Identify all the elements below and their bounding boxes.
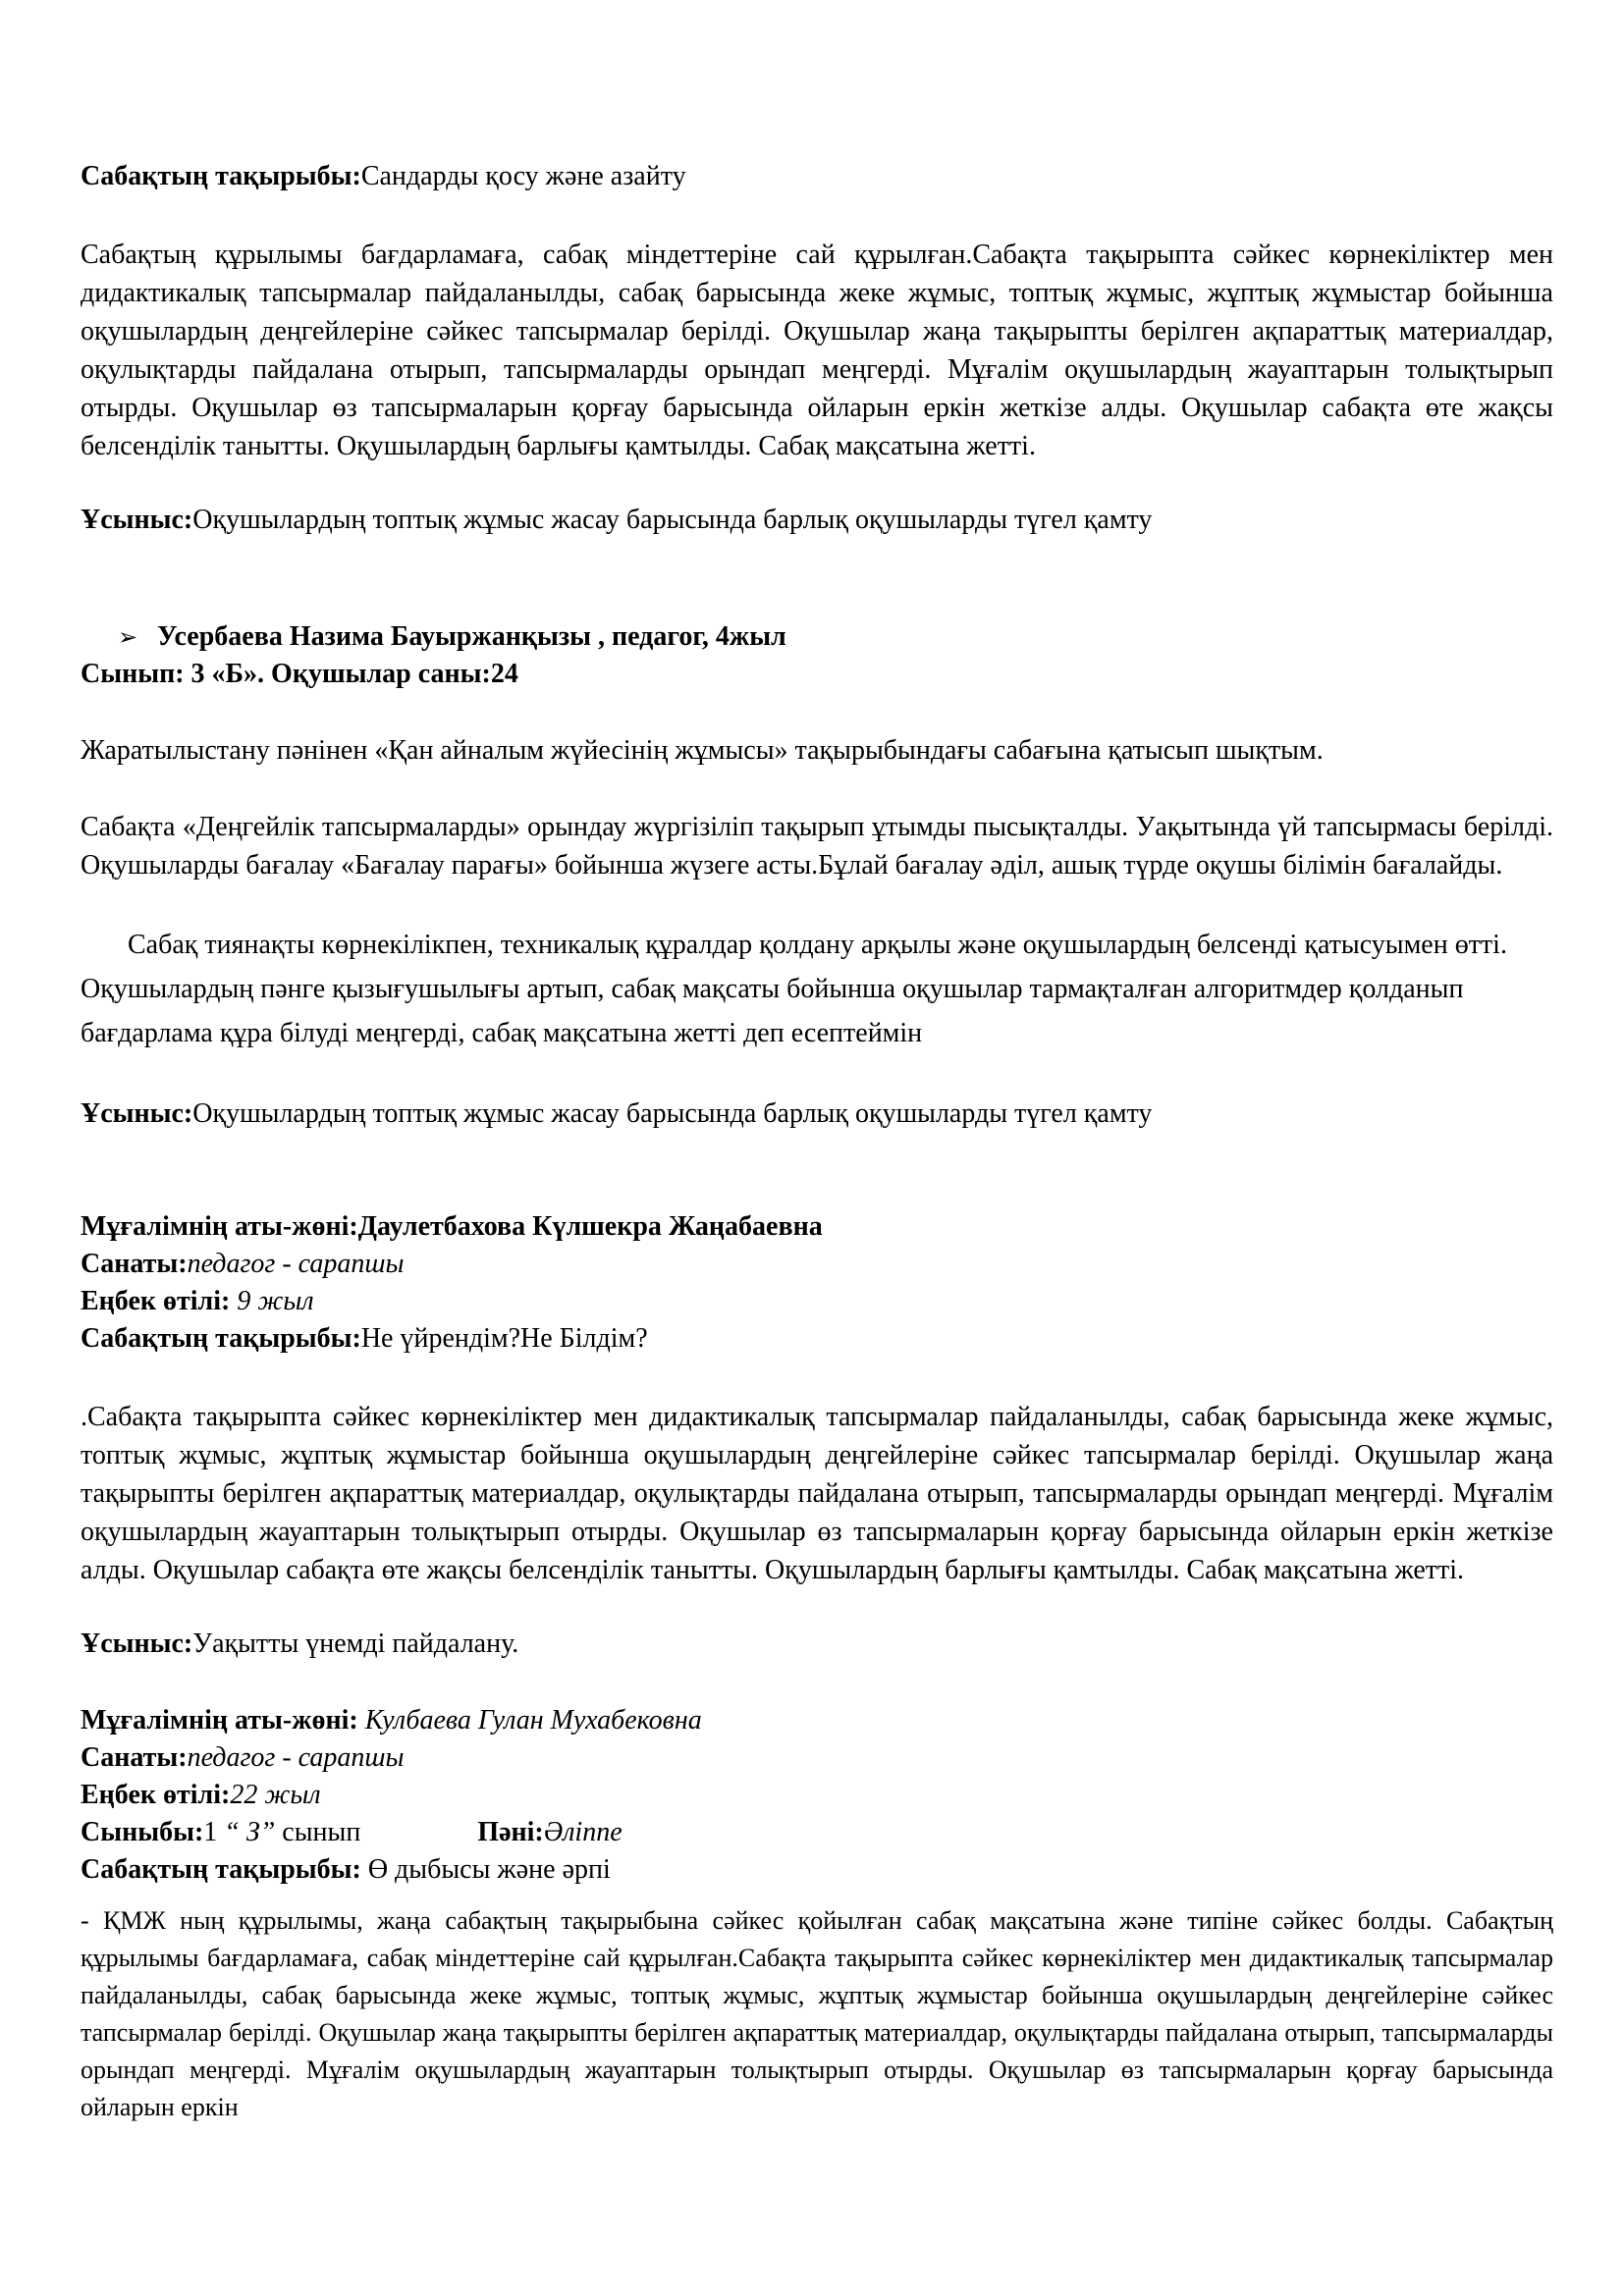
experience-label: Еңбек өтілі: <box>81 1780 231 1810</box>
teacher-heading-2 <box>81 620 786 655</box>
name-label: Мұғалімнің аты-жөні: <box>81 1705 365 1735</box>
section4-paragraph: - ҚМЖ ның құрылымы, жаңа сабақтың тақырыбына сәйкес қойылған сабақ мақсатына және типіне сәйкес болды. Сабақтың құрылымы бағдарламаға, сабақ міндеттеріне сай құрылған.Сабақта тақырыпта сәйкес көрнекіліктер мен дидактикалық тапсырмалар пайдаланылды, сабақ барысында жеке жұмыс, топтық жұмыс, жұптық жұмыстар бойынша оқушылардың деңгейлеріне сәйкес тапсырмалар берілді. Оқушылар жаңа тақырыпты берілген ақпараттық материалдар, оқулықтарды пайдалана отырып, тапсырмаларды орындап меңгерді. Мұғалім оқушылардың жауаптарын толықтырып отырды. Оқушылар өз тапсырмаларын қорғау барысында ойларын еркін <box>81 1906 1553 2121</box>
lesson-topic-3 <box>81 1322 648 1356</box>
teacher-name-3 <box>81 1210 823 1244</box>
experience-value: 22 жыл <box>230 1780 321 1810</box>
class-value: 1 <box>203 1817 225 1847</box>
class-line-2 <box>81 658 518 691</box>
recommendation-value: Уақытты үнемді пайдалану. <box>192 1629 519 1659</box>
teacher-line: Усербаева Назима Бауыржанқызы , педагог, 4жыл <box>157 621 786 652</box>
name-value: Кулбаева Гулан Мухабековна <box>364 1705 702 1735</box>
category-label: Санаты: <box>81 1249 188 1279</box>
section2-paragraph-1: Жаратылыстану пәнінен «Қан айналым жүйесінің жұмысы» тақырыбындағы сабағына қатысып шықтым. <box>81 735 1324 766</box>
name-label: Мұғалімнің аты-жөні: <box>81 1211 358 1242</box>
class-info: Сынып: 3 «Б». Оқушылар саны:24 <box>81 659 518 689</box>
class-letter: “ З” <box>224 1817 276 1847</box>
class-label: Сыныбы: <box>81 1817 204 1847</box>
topic-label: Сабақтың тақырыбы: <box>81 1323 361 1354</box>
category-4 <box>81 1741 404 1775</box>
topic-label: Сабақтың тақырыбы: <box>81 161 361 191</box>
topic-value: Сандарды қосу және азайту <box>360 161 686 191</box>
topic-value: Ө дыбысы және әрпі <box>367 1854 611 1885</box>
subject-value: Әліппе <box>543 1817 623 1847</box>
recommendation-label: Ұсыныс: <box>81 1629 193 1659</box>
recommendation-label: Ұсыныс: <box>81 505 193 535</box>
lesson-topic-4 <box>81 1853 611 1887</box>
recommendation-value: Оқушылардың топтық жұмыс жасау барысында барлық оқушыларды түгел қамту <box>192 505 1153 535</box>
experience-4 <box>81 1779 321 1812</box>
lesson-topic-1 <box>81 160 686 193</box>
section2-paragraph-3: Сабақ тиянақты көрнекілікпен, техникалық құралдар қолдану арқылы және оқушылардың белсенді қатысуымен өтті. Оқушылардың пәнге қызығушылығы артып, сабақ мақсаты бойынша оқушылар тармақталған алгоритмдер қолданып бағдарлама құра білуді меңгерді, сабақ мақсатына жетті деп есептеймін <box>81 930 1507 1048</box>
category-3 <box>81 1248 404 1281</box>
experience-label: Еңбек өтілі: <box>81 1286 231 1316</box>
recommendation-value: Оқушылардың топтық жұмыс жасау барысында барлық оқушыларды түгел қамту <box>192 1098 1153 1129</box>
section2-paragraph-2: Сабақта «Деңгейлік тапсырмаларды» орындау жүргізіліп тақырып ұтымды пысықталды. Уақытында үй тапсырмасы берілді. Оқушыларды бағалау «Бағалау парағы» бойынша жүзеге асты.Бұлай бағалау әділ, ашық түрде оқушы білімін бағалайды. <box>81 812 1553 881</box>
section1-paragraph: Сабақтың құрылымы бағдарламаға, сабақ міндеттеріне сай құрылған.Сабақта тақырыпта сәйкес көрнекіліктер мен дидактикалық тапсырмалар пайдаланылды, сабақ барысында жеке жұмыс, топтық жұмыс, жұптық жұмыстар бойынша оқушылардың деңгейлеріне сәйкес тапсырмалар берілді. Оқушылар жаңа тақырыпты берілген ақпараттық материалдар, оқулықтарды пайдалана отырып, тапсырмаларды орындап меңгерді. Мұғалім оқушылардың жауаптарын толықтырып отырды. Оқушылар өз тапсырмаларын қорғау барысында ойларын еркін жеткізе алды. Оқушылар сабақта өте жақсы белсенділік танытты. Оқушылардың барлығы қамтылды. Сабақ мақсатына жетті. <box>81 240 1553 461</box>
recommendation-3 <box>81 1628 518 1661</box>
topic-value: Не үйрендім?Не Білдім? <box>360 1323 648 1354</box>
class-subject-4 <box>81 1816 623 1849</box>
teacher-name-4 <box>81 1704 702 1737</box>
category-value: педагог - сарапшы <box>187 1249 405 1279</box>
recommendation-label: Ұсыныс: <box>81 1098 193 1129</box>
arrowhead-bullet-icon: ➢ <box>118 625 138 651</box>
experience-3 <box>81 1285 314 1318</box>
recommendation-1 <box>81 504 1152 537</box>
recommendation-2 <box>81 1097 1152 1131</box>
experience-value: 9 жыл <box>230 1286 314 1316</box>
category-label: Санаты: <box>81 1742 188 1773</box>
class-suffix: сынып <box>275 1817 361 1847</box>
name-value: Даулетбахова Күлшекра Жаңабаевна <box>357 1211 823 1242</box>
subject-label: Пәні: <box>477 1817 544 1847</box>
category-value: педагог - сарапшы <box>187 1742 405 1773</box>
topic-label: Сабақтың тақырыбы: <box>81 1854 368 1885</box>
section3-paragraph: .Сабақта тақырыпта сәйкес көрнекіліктер мен дидактикалық тапсырмалар пайдаланылды, сабақ барысында жеке жұмыс, топтық жұмыс, жұптық жұмыстар бойынша оқушылардың деңгейлеріне сәйкес тапсырмалар берілді. Оқушылар жаңа тақырыпты берілген ақпараттық материалдар, оқулықтарды пайдалана отырып, тапсырмаларды орындап меңгерді. Мұғалім оқушылардың жауаптарын толықтырып отырды. Оқушылар өз тапсырмаларын қорғау барысында ойларын еркін жеткізе алды. Оқушылар сабақта өте жақсы белсенділік танытты. Оқушылардың барлығы қамтылды. Сабақ мақсатына жетті. <box>81 1402 1553 1585</box>
